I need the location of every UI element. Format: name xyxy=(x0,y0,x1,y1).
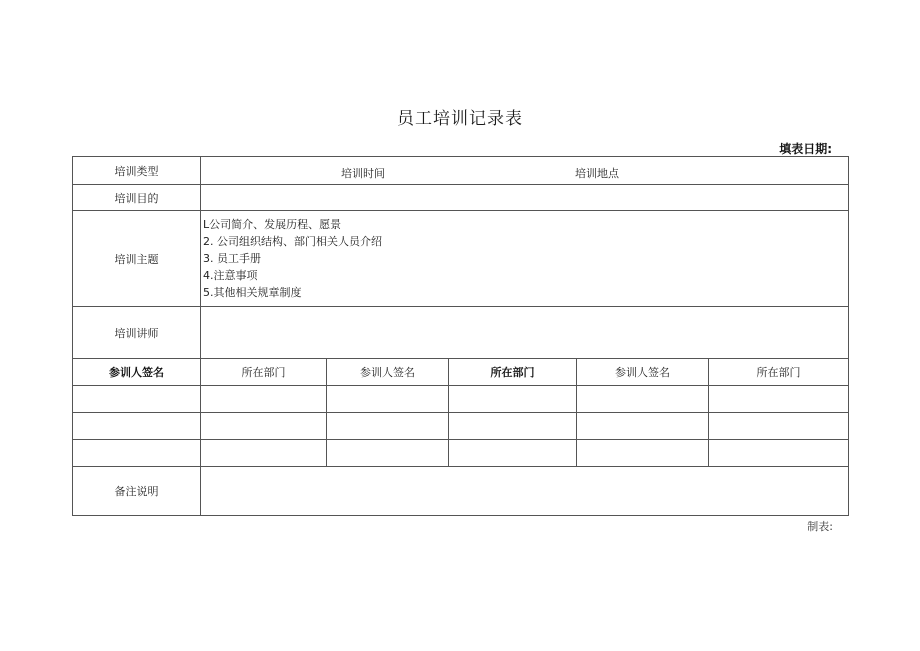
department-cell[interactable] xyxy=(201,386,327,413)
topic-item: L公司简介、发展历程、愿景 xyxy=(203,218,342,231)
topic-row xyxy=(73,211,849,307)
type-row xyxy=(73,157,849,185)
attendance-header-row xyxy=(73,359,849,386)
topic-item: 5.其他相关规章制度 xyxy=(203,286,302,299)
signature-cell[interactable] xyxy=(577,386,709,413)
topic-item: 4.注意事项 xyxy=(203,269,258,282)
lecturer-value-cell[interactable] xyxy=(201,307,849,359)
topic-item: 3. 员工手册 xyxy=(203,252,261,265)
attendee-signature-header: 参训人签名 xyxy=(327,359,449,386)
training-topic-label: 培训主题 xyxy=(73,211,201,307)
department-cell[interactable] xyxy=(709,413,849,440)
department-header: 所在部门 xyxy=(709,359,849,386)
department-header: 所在部门 xyxy=(201,359,327,386)
signature-cell[interactable] xyxy=(327,386,449,413)
training-record-table xyxy=(72,156,849,516)
attendance-row xyxy=(73,440,849,467)
signature-cell[interactable] xyxy=(73,386,201,413)
fill-date-label: 填表日期: xyxy=(779,142,832,156)
department-cell[interactable] xyxy=(709,386,849,413)
topic-item: 2. 公司组织结构、部门相关人员介绍 xyxy=(203,235,382,248)
signature-cell[interactable] xyxy=(73,413,201,440)
page-title: 员工培训记录表 xyxy=(397,109,523,129)
signature-cell[interactable] xyxy=(327,413,449,440)
department-cell[interactable] xyxy=(449,386,577,413)
maker-label: 制表: xyxy=(807,520,833,533)
signature-cell[interactable] xyxy=(73,440,201,467)
department-cell[interactable] xyxy=(449,413,577,440)
type-value-cell[interactable] xyxy=(201,157,849,185)
attendee-signature-header: 参训人签名 xyxy=(73,359,201,386)
lecturer-row xyxy=(73,307,849,359)
attendee-signature-header: 参训人签名 xyxy=(577,359,709,386)
training-time-label: 培训时间 xyxy=(341,167,385,180)
training-type-label: 培训类型 xyxy=(73,157,201,185)
remarks-row xyxy=(73,467,849,516)
attendance-row xyxy=(73,413,849,440)
remarks-value-cell[interactable] xyxy=(201,467,849,516)
signature-cell[interactable] xyxy=(327,440,449,467)
purpose-value-cell[interactable] xyxy=(201,185,849,211)
training-purpose-label: 培训目的 xyxy=(73,185,201,211)
department-cell[interactable] xyxy=(709,440,849,467)
purpose-row xyxy=(73,185,849,211)
training-place-label: 培训地点 xyxy=(575,167,619,180)
signature-cell[interactable] xyxy=(577,413,709,440)
remarks-label: 备注说明 xyxy=(73,467,201,516)
signature-cell[interactable] xyxy=(577,440,709,467)
department-cell[interactable] xyxy=(201,440,327,467)
topic-list[interactable] xyxy=(201,211,849,307)
department-header: 所在部门 xyxy=(449,359,577,386)
training-lecturer-label: 培训讲师 xyxy=(73,307,201,359)
department-cell[interactable] xyxy=(449,440,577,467)
department-cell[interactable] xyxy=(201,413,327,440)
attendance-row xyxy=(73,386,849,413)
